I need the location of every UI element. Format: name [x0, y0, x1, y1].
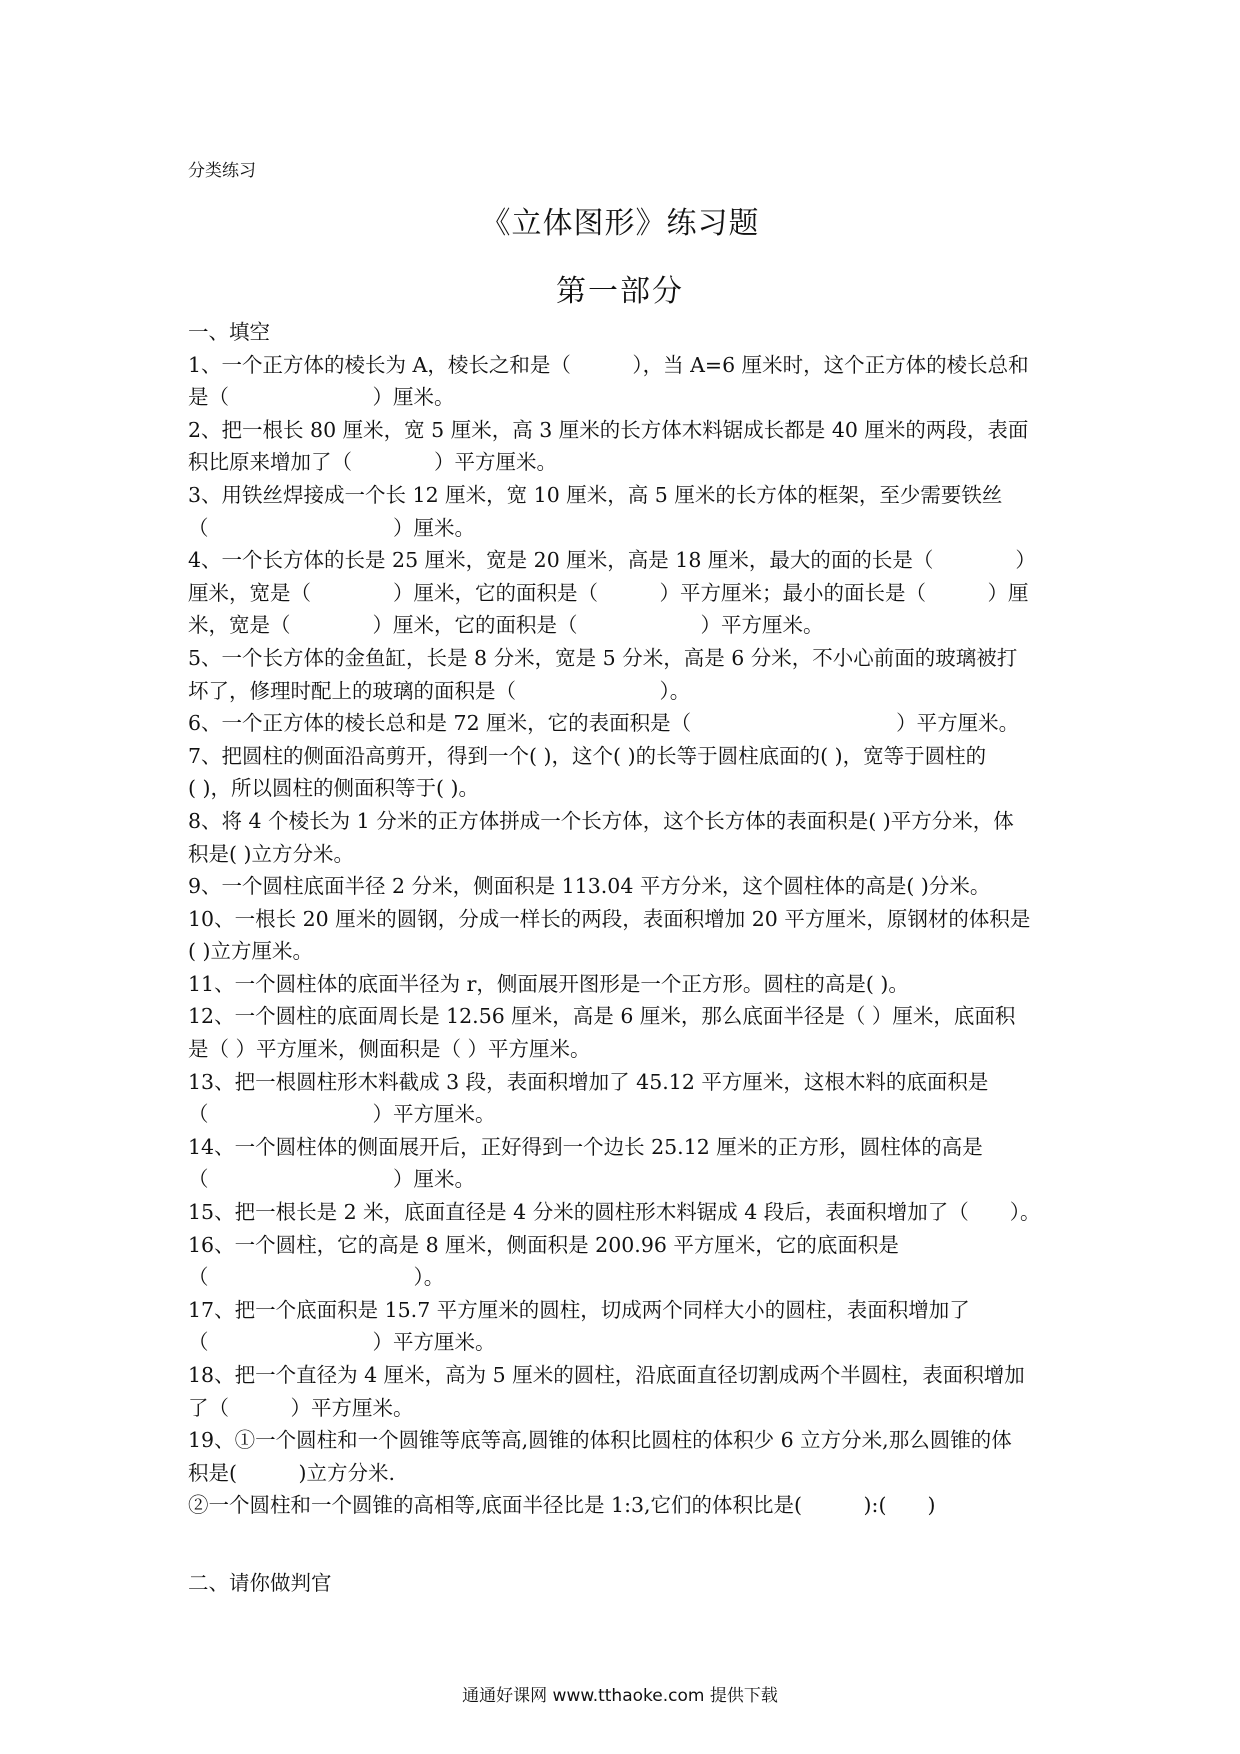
question-line: ②一个圆柱和一个圆锥的高相等,底面半径比是 1:3,它们的体积比是( ):( ) — [188, 1493, 936, 1518]
footer-text: 通通好课网 www.tthaoke.com 提供下载 — [462, 1686, 778, 1706]
category-label: 分类练习 — [188, 161, 256, 181]
question-line: 16、一个圆柱，它的高是 8 厘米，侧面积是 200.96 平方厘米，它的底面积是 — [188, 1232, 899, 1257]
question-line: 6、一个正方体的棱长总和是 72 厘米，它的表面积是（ ）平方厘米。 — [188, 711, 1020, 736]
question-line: 5、一个长方体的金鱼缸，长是 8 分米，宽是 5 分米，高是 6 分米，不小心前面的玻璃被打 — [188, 645, 1018, 670]
question-line: 是（ ）平方厘米，侧面积是（ ）平方厘米。 — [188, 1037, 591, 1062]
page-title: 《立体图形》练习题 — [480, 206, 760, 241]
question-line: 了（ ）平方厘米。 — [188, 1395, 414, 1420]
question-line: 厘米，宽是（ ）厘米，它的面积是（ ）平方厘米；最小的面长是（ ）厘 — [188, 580, 1029, 605]
question-line: 是（ ）厘米。 — [188, 385, 455, 410]
question-line: 积比原来增加了（ ）平方厘米。 — [188, 450, 557, 475]
question-line: 13、把一根圆柱形木料截成 3 段，表面积增加了 45.12 平方厘米，这根木料的底面积是 — [188, 1069, 989, 1094]
question-line: 米，宽是（ ）厘米，它的面积是（ ）平方厘米。 — [188, 613, 824, 638]
question-line: 9、一个圆柱底面半径 2 分米，侧面积是 113.04 平方分米，这个圆柱体的高是( )分米。 — [188, 874, 991, 899]
section-fill-in — [188, 316, 1058, 1522]
question-line: （ ）厘米。 — [188, 515, 475, 540]
question-line: 4、一个长方体的长是 25 厘米，宽是 20 厘米，高是 18 厘米，最大的面的长是（ ） — [188, 548, 1036, 573]
question-line: ( )，所以圆柱的侧面积等于( )。 — [188, 776, 480, 801]
question-line: 7、把圆柱的侧面沿高剪开，得到一个( )，这个( )的长等于圆柱底面的( )，宽等于圆柱的 — [188, 743, 987, 768]
question-line: 17、把一个底面积是 15.7 平方厘米的圆柱，切成两个同样大小的圆柱，表面积增加了 — [188, 1297, 970, 1322]
question-line: 8、将 4 个棱长为 1 分米的正方体拼成一个长方体，这个长方体的表面积是( )平方分米，体 — [188, 808, 1014, 833]
question-line: 11、一个圆柱体的底面半径为 r，侧面展开图形是一个正方形。圆柱的高是( )。 — [188, 971, 909, 996]
question-line: 2、把一根长 80 厘米，宽 5 厘米，高 3 厘米的长方体木料锯成长都是 40 厘米的两段，表面 — [188, 417, 1029, 442]
question-line: 3、用铁丝焊接成一个长 12 厘米，宽 10 厘米，高 5 厘米的长方体的框架，至少需要铁丝 — [188, 482, 1003, 507]
part-title: 第一部分 — [556, 274, 684, 309]
question-line: 19、①一个圆柱和一个圆锥等底等高,圆锥的体积比圆柱的体积少 6 立方分米,那么圆锥的体 — [188, 1428, 1012, 1453]
question-line: 积是( )立方分米。 — [188, 841, 355, 866]
section-heading: 一、填空 — [188, 320, 270, 344]
question-line: 1、一个正方体的棱长为 A，棱长之和是（ ），当 A=6 厘米时，这个正方体的棱长总和 — [188, 352, 1029, 377]
question-line: 积是( )立方分米. — [188, 1460, 396, 1485]
section-judge-heading: 二、请你做判官 — [188, 1571, 332, 1595]
question-line: 坏了，修理时配上的玻璃的面积是（ ）。 — [188, 678, 691, 703]
question-line: （ ）。 — [188, 1265, 445, 1290]
question-line: 18、把一个直径为 4 厘米，高为 5 厘米的圆柱，沿底面直径切割成两个半圆柱，表面积增加 — [188, 1363, 1025, 1387]
question-line: 15、把一根长是 2 米，底面直径是 4 分米的圆柱形木料锯成 4 段后，表面积增加了（ ）。 — [188, 1200, 1041, 1225]
question-line: ( )立方厘米。 — [188, 939, 314, 964]
question-line: 14、一个圆柱体的侧面展开后，正好得到一个边长 25.12 厘米的正方形，圆柱体的高是 — [188, 1134, 983, 1159]
question-line: （ ）厘米。 — [188, 1167, 475, 1192]
question-line: 10、一根长 20 厘米的圆钢，分成一样长的两段，表面积增加 20 平方厘米，原钢材的体积是 — [188, 906, 1031, 931]
question-line: （ ）平方厘米。 — [188, 1330, 496, 1355]
question-line: 12、一个圆柱的底面周长是 12.56 厘米，高是 6 厘米，那么底面半径是（ ）厘米，底面积 — [188, 1004, 1016, 1029]
question-line: （ ）平方厘米。 — [188, 1102, 496, 1127]
